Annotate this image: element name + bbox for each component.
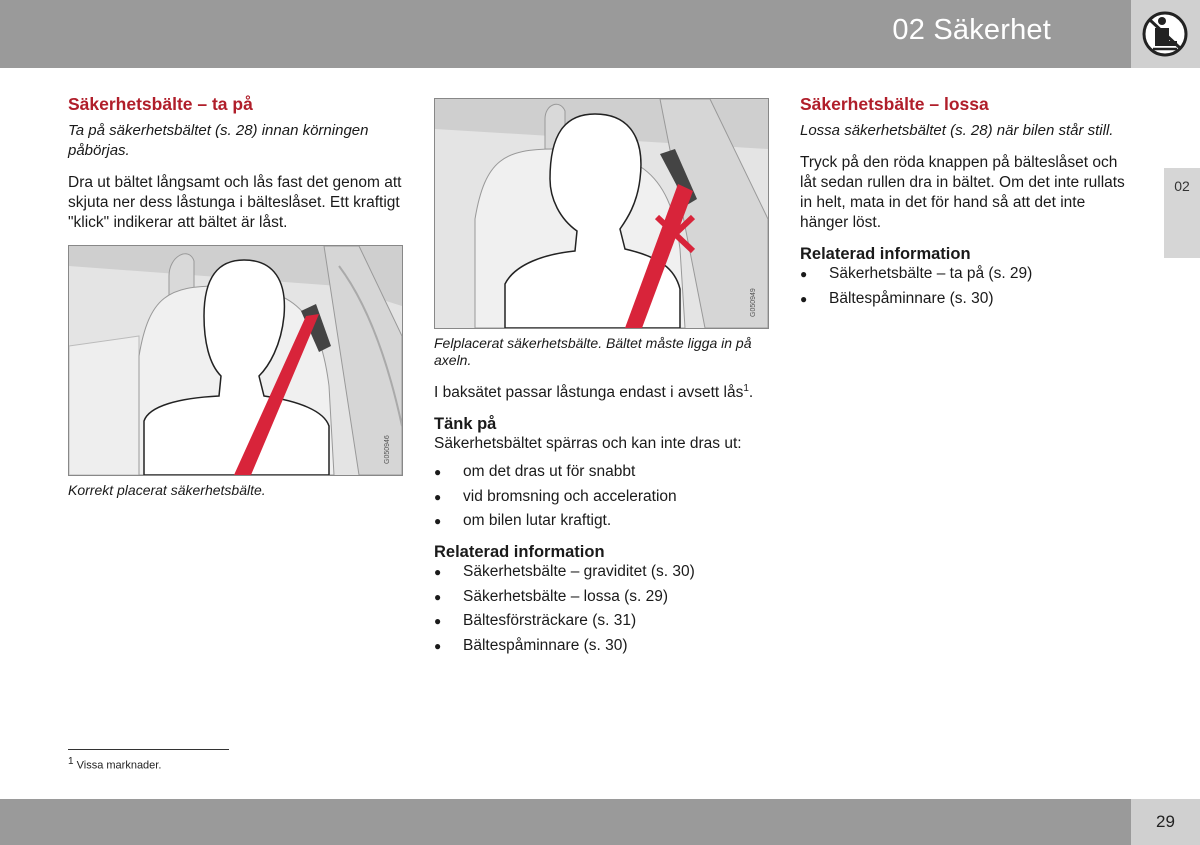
header-icon-box [1131, 0, 1200, 68]
section-title-fasten: Säkerhetsbälte – ta på [68, 94, 253, 114]
chapter-side-tab-label: 02 [1174, 178, 1190, 194]
intro-text: Lossa säkerhetsbältet (s. 28) när bilen står still. [800, 122, 1114, 139]
related-link[interactable]: ● Bältespåminnare (s. 30) [800, 289, 1130, 309]
related-link[interactable]: ● Säkerhetsbälte – ta på (s. 29) [800, 264, 1130, 284]
figure-code: G050946 [384, 435, 391, 464]
figure-correct-belt [68, 245, 403, 476]
related-link[interactable]: ● Säkerhetsbälte – graviditet (s. 30) [434, 562, 769, 582]
related-link[interactable]: ● Bältespåminnare (s. 30) [434, 636, 769, 656]
footnote-marker[interactable]: 1 [743, 383, 749, 394]
body-text-end: . [748, 384, 754, 402]
list-item: ● om bilen lutar kraftigt. [434, 511, 769, 531]
body-text: Dra ut bältet långsamt och lås fast det genom att skjuta ner dess låstunga i bälteslåset. Ett kraftigt "klick" indikerar att bältet är låst. [68, 174, 402, 231]
left-column [68, 94, 403, 509]
list-item: ● vid bromsning och acceleration [434, 487, 769, 507]
figure-caption: Korrekt placerat säkerhetsbälte. [68, 482, 266, 498]
middle-column [434, 98, 769, 668]
list-item: ● om det dras ut för snabbt [434, 462, 769, 482]
figure-code: G050949 [750, 288, 757, 317]
related-heading: Relaterad information [434, 543, 605, 562]
figure-incorrect-belt [434, 98, 769, 329]
body-text [434, 379, 769, 403]
section-title-release: Säkerhetsbälte – lossa [800, 94, 989, 114]
related-link[interactable]: ● Bältesförsträckare (s. 31) [434, 611, 769, 631]
footnote-text: Vissa marknader. [76, 759, 162, 772]
chapter-title: 02 Säkerhet [892, 14, 1051, 46]
figure-caption: Felplacerat säkerhetsbälte. Bältet måste ligga in på axeln. [434, 335, 752, 368]
think-text: Säkerhetsbältet spärras och kan inte dras ut: [434, 435, 742, 453]
header-bar [0, 0, 1131, 68]
body-text: Tryck på den röda knappen på bälteslåset och låt sedan rullen dra in bältet. Om det inte rullats in helt, mata in det för hand så att det inte hänger löst. [800, 154, 1125, 231]
seatbelt-warning-icon [1141, 11, 1189, 57]
page-number-box [1131, 799, 1200, 845]
footnote-divider [68, 749, 229, 750]
footer-bar [0, 799, 1131, 845]
related-list [800, 264, 1130, 309]
footnote [68, 756, 161, 772]
chapter-side-tab[interactable] [1164, 168, 1200, 258]
body-text-main: I baksätet passar låstunga endast i avsett lås [434, 384, 744, 402]
intro-text: Ta på säkerhetsbältet (s. 28) innan körningen påbörjas. [68, 122, 369, 159]
footnote-number: 1 [68, 756, 74, 767]
right-column [800, 94, 1130, 321]
related-list [434, 562, 769, 656]
related-heading: Relaterad information [800, 245, 971, 263]
think-heading: Tänk på [434, 415, 497, 434]
page-number: 29 [1156, 812, 1175, 831]
related-link[interactable]: ● Säkerhetsbälte – lossa (s. 29) [434, 587, 769, 607]
think-list [434, 462, 769, 531]
